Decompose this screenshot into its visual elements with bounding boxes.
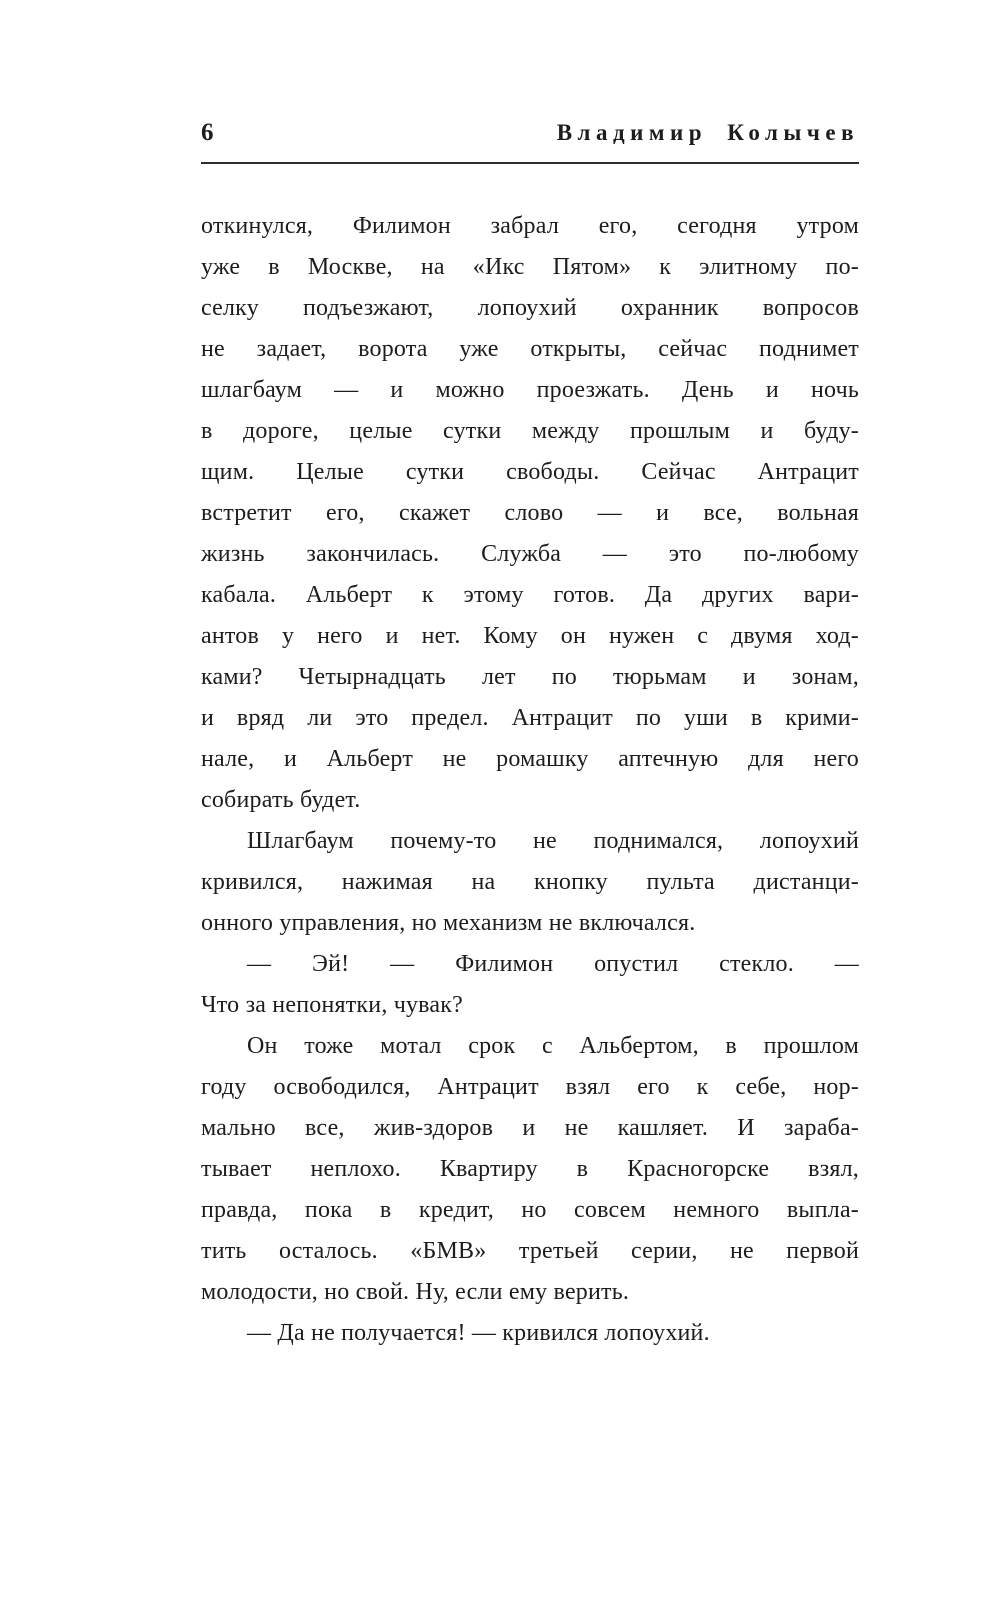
text-line: встретит его, скажет слово — и все, вольная bbox=[201, 500, 859, 526]
paragraph bbox=[201, 1026, 859, 1313]
page-content bbox=[201, 0, 859, 1354]
text-line: — Эй! — Филимон опустил стекло. — bbox=[247, 951, 859, 977]
paragraph bbox=[201, 821, 859, 944]
text-line: тить осталось. «БМВ» третьей серии, не первой bbox=[201, 1238, 859, 1264]
text-line: году освободился, Антрацит взял его к себе, нор- bbox=[201, 1074, 859, 1100]
text-line: ками? Четырнадцать лет по тюрьмам и зонам, bbox=[201, 664, 859, 690]
page-number: 6 bbox=[201, 119, 214, 146]
text-line: не задает, ворота уже открыты, сейчас поднимет bbox=[201, 336, 859, 362]
text-line: кривился, нажимая на кнопку пульта дистанци- bbox=[201, 869, 859, 895]
page-body bbox=[201, 206, 859, 1354]
text-line: откинулся, Филимон забрал его, сегодня утром bbox=[201, 213, 859, 239]
text-line: онного управления, но механизм не включался. bbox=[201, 910, 696, 936]
page-header bbox=[201, 119, 859, 147]
text-line: селку подъезжают, лопоухий охранник вопросов bbox=[201, 295, 859, 321]
text-line: антов у него и нет. Кому он нужен с двумя ход- bbox=[201, 623, 859, 649]
paragraph bbox=[201, 944, 859, 1026]
text-line: жизнь закончилась. Служба — это по-любому bbox=[201, 541, 859, 567]
text-line: уже в Москве, на «Икс Пятом» к элитному по- bbox=[201, 254, 859, 280]
paragraph bbox=[201, 1313, 859, 1354]
text-line: нале, и Альберт не ромашку аптечную для него bbox=[201, 746, 859, 772]
text-line: Шлагбаум почему-то не поднимался, лопоухий bbox=[247, 828, 859, 854]
text-line: мально все, жив-здоров и не кашляет. И зараба- bbox=[201, 1115, 859, 1141]
text-line: кабала. Альберт к этому готов. Да других вари- bbox=[201, 582, 859, 608]
text-line: молодости, но свой. Ну, если ему верить. bbox=[201, 1279, 630, 1305]
text-line: собирать будет. bbox=[201, 787, 361, 813]
text-line: Что за непонятки, чувак? bbox=[201, 992, 463, 1018]
text-line: правда, пока в кредит, но совсем немного выпла- bbox=[201, 1197, 859, 1223]
text-line: в дороге, целые сутки между прошлым и буду- bbox=[201, 418, 859, 444]
paragraph bbox=[201, 206, 859, 821]
text-line: тывает неплохо. Квартиру в Красногорске взял, bbox=[201, 1156, 859, 1182]
text-line: — Да не получается! — кривился лопоухий. bbox=[247, 1320, 710, 1346]
text-line: щим. Целые сутки свободы. Сейчас Антрацит bbox=[201, 459, 859, 485]
running-head: Владимир Колычев bbox=[556, 120, 859, 145]
text-line: шлагбаум — и можно проезжать. День и ночь bbox=[201, 377, 859, 403]
text-line: и вряд ли это предел. Антрацит по уши в крими- bbox=[201, 705, 859, 731]
header-rule bbox=[201, 162, 859, 164]
text-line: Он тоже мотал срок с Альбертом, в прошлом bbox=[247, 1033, 859, 1059]
